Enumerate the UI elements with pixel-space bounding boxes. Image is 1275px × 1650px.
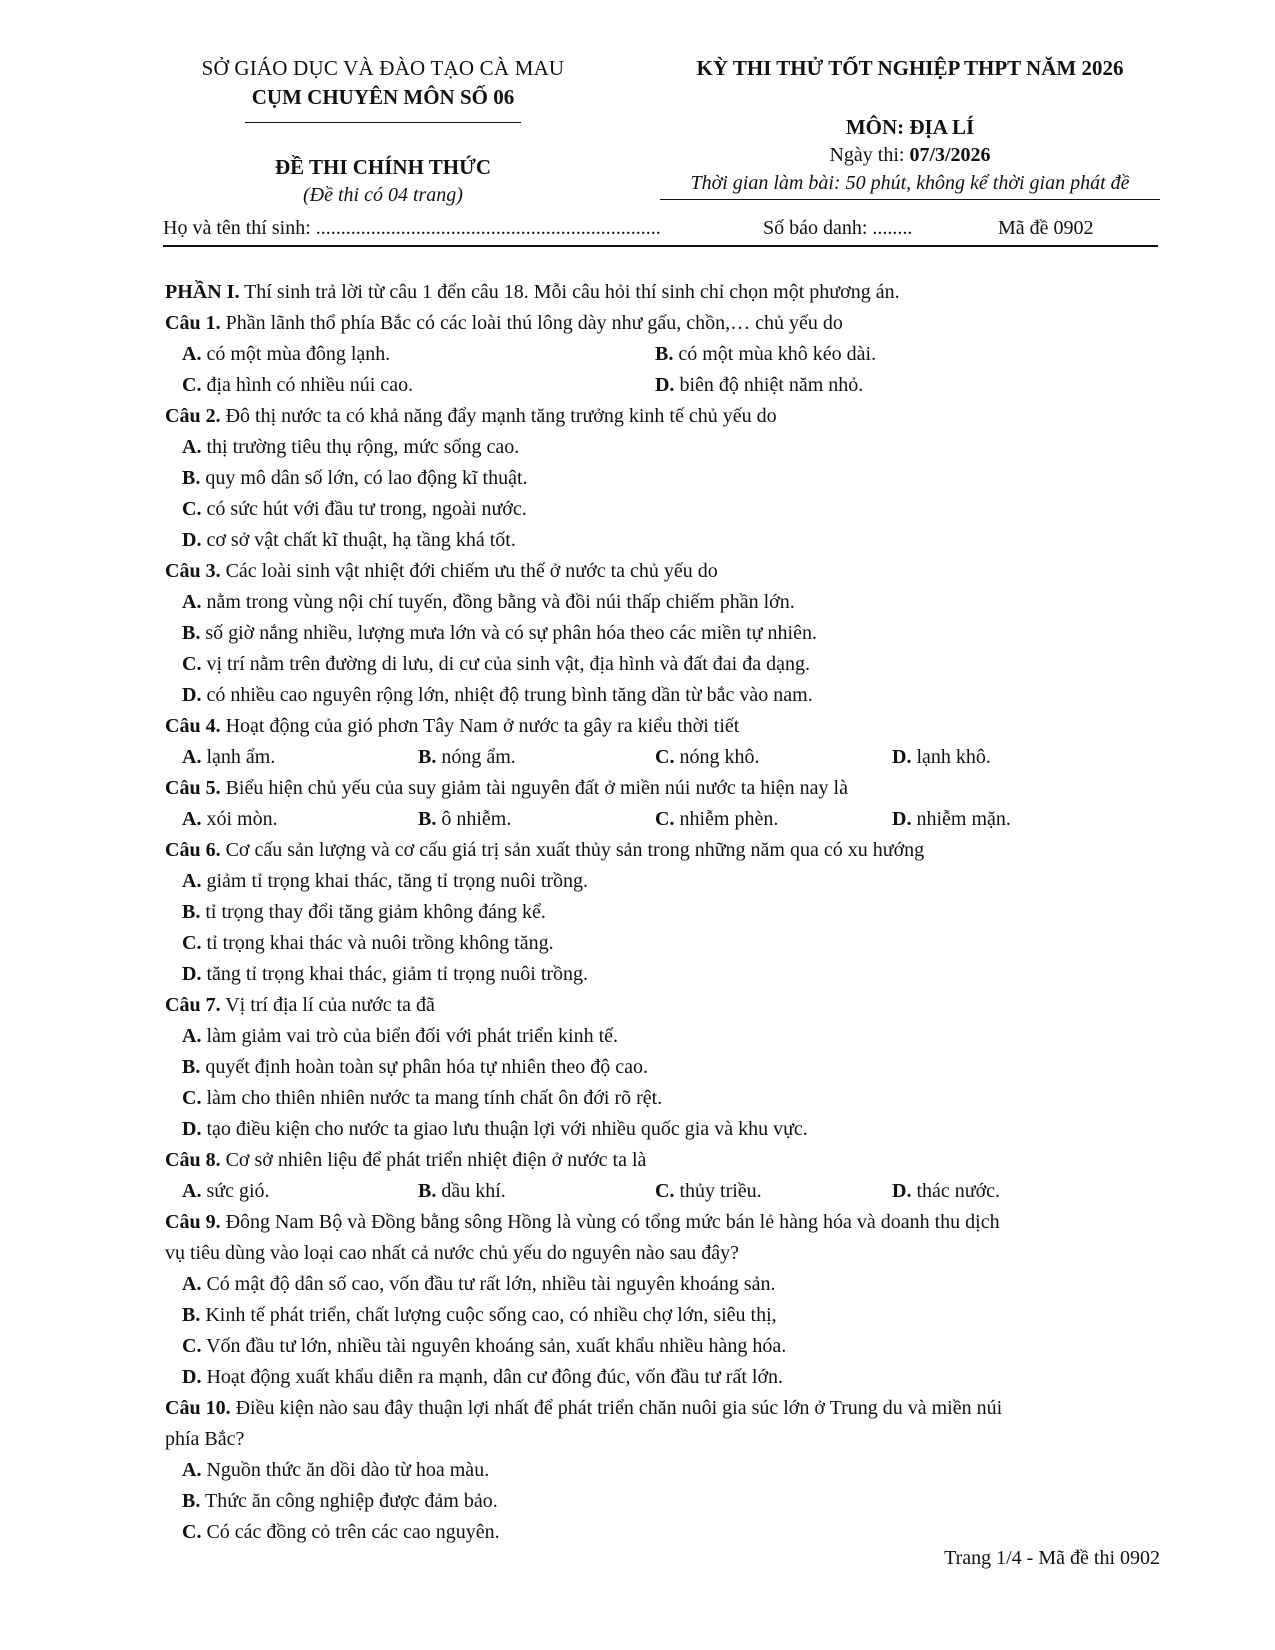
header-divider: [245, 122, 521, 123]
option-row: [165, 587, 1160, 618]
answer-option: [182, 436, 519, 458]
option-letter: C.: [655, 1180, 675, 1202]
option-row: [165, 525, 1160, 556]
answer-option: [182, 932, 554, 954]
option-text: cơ sở vật chất kĩ thuật, hạ tầng khá tốt.: [201, 529, 516, 551]
option-text: Có mật độ dân số cao, vốn đầu tư rất lớn, nhiều tài nguyên khoáng sản.: [201, 1273, 776, 1295]
option-text: dầu khí.: [436, 1180, 506, 1202]
option-text: biên độ nhiệt năm nhỏ.: [674, 374, 864, 396]
question-text: Cơ sở nhiên liệu để phát triển nhiệt điện ở nước ta là: [220, 1149, 647, 1171]
option-text: tỉ trọng khai thác và nuôi trồng không tăng.: [201, 932, 554, 954]
option-letter: A.: [182, 746, 202, 768]
time-divider: [660, 199, 1160, 200]
option-letter: B.: [182, 901, 201, 923]
option-letter: B.: [182, 467, 201, 489]
option-letter: D.: [655, 374, 675, 396]
question-stem: [165, 711, 1160, 742]
option-letter: B.: [418, 1180, 437, 1202]
question-number: Câu 6.: [165, 839, 221, 861]
option-text: thác nước.: [911, 1180, 1001, 1202]
answer-option: [182, 1304, 777, 1326]
question-text: Vị trí địa lí của nước ta đã: [220, 994, 435, 1016]
option-text: vị trí nằm trên đường di lưu, di cư của sinh vật, địa hình và đất đai đa dạng.: [201, 653, 810, 675]
answer-option: [182, 742, 275, 773]
page-footer: Trang 1/4 - Mã đề thi 0902: [944, 1547, 1160, 1569]
option-letter: D.: [182, 684, 202, 706]
questions-content: [165, 277, 1160, 1548]
question-text: Biểu hiện chủ yếu của suy giảm tài nguyên đất ở miền núi nước ta hiện nay là: [220, 777, 848, 799]
option-text: có một mùa đông lạnh.: [201, 343, 391, 365]
pages-note: (Đề thi có 04 trang): [303, 184, 463, 206]
option-letter: A.: [182, 808, 202, 830]
option-row: [165, 339, 1160, 370]
answer-option: [182, 1366, 783, 1388]
option-text: Vốn đầu tư lớn, nhiều tài nguyên khoáng sản, xuất khẩu nhiều hàng hóa.: [201, 1335, 787, 1357]
answer-option: [655, 804, 778, 835]
answer-option: [182, 804, 278, 835]
header-thick-divider: [163, 245, 1158, 247]
option-letter: C.: [182, 498, 202, 520]
option-text: có sức hút với đầu tư trong, ngoài nước.: [201, 498, 527, 520]
answer-option: [182, 498, 527, 520]
option-letter: C.: [655, 808, 675, 830]
option-text: sức gió.: [201, 1180, 270, 1202]
option-letter: B.: [182, 1490, 201, 1512]
answer-option: [182, 370, 413, 401]
option-letter: B.: [182, 622, 201, 644]
question-number: Câu 9.: [165, 1211, 221, 1233]
option-letter: B.: [655, 343, 674, 365]
option-letter: D.: [182, 1118, 202, 1140]
option-letter: A.: [182, 1273, 202, 1295]
answer-option: [182, 963, 588, 985]
answer-option: [182, 1273, 776, 1295]
option-text: tăng tỉ trọng khai thác, giảm tỉ trọng nuôi trồng.: [201, 963, 589, 985]
question-stem: [165, 401, 1160, 432]
option-row: [165, 1083, 1160, 1114]
question-text: Hoạt động của gió phơn Tây Nam ở nước ta gây ra kiểu thời tiết: [220, 715, 740, 737]
question-number: Câu 1.: [165, 312, 221, 334]
option-row: [165, 928, 1160, 959]
option-letter: A.: [182, 1459, 202, 1481]
exam-date: [640, 141, 1180, 169]
option-text: nóng ẩm.: [436, 746, 516, 768]
question-text: Các loài sinh vật nhiệt đới chiếm ưu thế ở nước ta chủ yếu do: [220, 560, 718, 582]
option-letter: C.: [182, 1087, 202, 1109]
exam-code: Mã đề 0902: [998, 217, 1094, 239]
answer-option: [182, 1087, 662, 1109]
question-text-continued: vụ tiêu dùng vào loại cao nhất cả nước chủ yếu do nguyên nào sau đây?: [165, 1242, 740, 1264]
option-text: Kinh tế phát triển, chất lượng cuộc sống cao, có nhiều chợ lớn, siêu thị,: [200, 1304, 777, 1326]
question-number: Câu 8.: [165, 1149, 221, 1171]
answer-option: [182, 870, 588, 892]
section-text: Thí sinh trả lời từ câu 1 đến câu 18. Mỗi câu hỏi thí sinh chỉ chọn một phương án.: [239, 281, 900, 303]
option-text: lạnh khô.: [911, 746, 991, 768]
option-row: [165, 959, 1160, 990]
answer-option: [892, 1176, 1000, 1207]
option-row: [165, 370, 1160, 401]
option-row: [165, 866, 1160, 897]
option-text: tạo điều kiện cho nước ta giao lưu thuận lợi với nhiều quốc gia và khu vực.: [201, 1118, 808, 1140]
answer-option: [182, 1490, 498, 1512]
candidate-number-field: Số báo danh: ........: [763, 217, 913, 239]
question-stem: [165, 308, 1160, 339]
option-text: lạnh ẩm.: [201, 746, 276, 768]
option-letter: A.: [182, 870, 202, 892]
option-letter: A.: [182, 436, 202, 458]
option-text: làm cho thiên nhiên nước ta mang tính chất ôn đới rõ rệt.: [201, 1087, 663, 1109]
question-number: Câu 5.: [165, 777, 221, 799]
option-letter: B.: [418, 808, 437, 830]
section-label: PHẦN I.: [165, 281, 240, 303]
option-row: [165, 1455, 1160, 1486]
option-row: [165, 432, 1160, 463]
option-letter: A.: [182, 1025, 202, 1047]
question-stem: [165, 556, 1160, 587]
question-stem: [165, 1145, 1160, 1176]
answer-option: [182, 622, 817, 644]
option-letter: A.: [182, 343, 202, 365]
option-text: xói mòn.: [201, 808, 278, 830]
option-row: [165, 1362, 1160, 1393]
answer-option: [182, 1176, 270, 1207]
answer-option: [182, 1521, 500, 1543]
option-text: quy mô dân số lớn, có lao động kĩ thuật.: [200, 467, 528, 489]
department-name: SỞ GIÁO DỤC VÀ ĐÀO TẠO CÀ MAU: [201, 56, 565, 80]
option-row: [165, 1517, 1160, 1548]
option-row: [165, 680, 1160, 711]
answer-option: [182, 684, 813, 706]
question-text: Phần lãnh thổ phía Bắc có các loài thú lông dày như gấu, chồn,… chủ yếu do: [220, 312, 843, 334]
question-text: Đông Nam Bộ và Đồng bằng sông Hồng là vùng có tổng mức bán lẻ hàng hóa và doanh thu dịch: [220, 1211, 1000, 1233]
option-text: giảm tỉ trọng khai thác, tăng tỉ trọng nuôi trồng.: [201, 870, 589, 892]
option-letter: B.: [418, 746, 437, 768]
option-letter: C.: [182, 1335, 202, 1357]
option-row: [165, 1052, 1160, 1083]
option-letter: C.: [182, 1521, 202, 1543]
answer-option: [418, 1176, 506, 1207]
option-letter: D.: [892, 746, 912, 768]
question-stem: [165, 835, 1160, 866]
option-text: có một mùa khô kéo dài.: [673, 343, 877, 365]
option-letter: D.: [892, 808, 912, 830]
option-row: [165, 804, 1160, 835]
answer-option: [182, 1025, 618, 1047]
exam-date-label: Ngày thi:: [829, 144, 910, 166]
option-text: thủy triều.: [674, 1180, 762, 1202]
question-stem: [165, 990, 1160, 1021]
answer-option: [655, 1176, 762, 1207]
option-text: Nguồn thức ăn dồi dào từ hoa màu.: [201, 1459, 490, 1481]
header-right: [640, 54, 1180, 200]
option-text: nóng khô.: [674, 746, 760, 768]
answer-option: [418, 804, 511, 835]
option-row: [165, 1176, 1160, 1207]
answer-option: [182, 529, 516, 551]
option-letter: D.: [182, 963, 202, 985]
option-letter: D.: [182, 1366, 202, 1388]
exam-title: KỲ THI THỬ TỐT NGHIỆP THPT NĂM 2026: [696, 56, 1124, 80]
answer-option: [182, 1118, 808, 1140]
option-letter: C.: [182, 653, 202, 675]
question-number: Câu 10.: [165, 1397, 231, 1419]
answer-option: [655, 339, 876, 370]
question-number: Câu 4.: [165, 715, 221, 737]
option-row: [165, 1486, 1160, 1517]
question-text-continued: phía Bắc?: [165, 1428, 245, 1450]
option-text: địa hình có nhiều núi cao.: [201, 374, 414, 396]
answer-option: [892, 742, 991, 773]
answer-option: [182, 467, 528, 489]
answer-option: [182, 901, 546, 923]
answer-option: [182, 1056, 648, 1078]
option-text: nằm trong vùng nội chí tuyến, đồng bằng và đồi núi thấp chiếm phần lớn.: [201, 591, 795, 613]
option-text: Có các đồng cỏ trên các cao nguyên.: [201, 1521, 500, 1543]
question-text: Đô thị nước ta có khả năng đẩy mạnh tăng trưởng kinh tế chủ yếu do: [220, 405, 777, 427]
question-number: Câu 7.: [165, 994, 221, 1016]
option-text: quyết định hoàn toàn sự phân hóa tự nhiên theo độ cao.: [200, 1056, 649, 1078]
official-label: ĐỀ THI CHÍNH THỨC: [274, 155, 492, 179]
cluster-name: CỤM CHUYÊN MÔN SỐ 06: [251, 85, 515, 109]
option-letter: A.: [182, 1180, 202, 1202]
answer-option: [182, 653, 810, 675]
question-text: Cơ cấu sản lượng và cơ cấu giá trị sản xuất thủy sản trong những năm qua có xu hướng: [220, 839, 925, 861]
option-text: tỉ trọng thay đổi tăng giảm không đáng kể.: [200, 901, 546, 923]
option-text: làm giảm vai trò của biển đối với phát triển kinh tế.: [201, 1025, 619, 1047]
answer-option: [182, 1459, 489, 1481]
option-letter: D.: [182, 529, 202, 551]
option-letter: C.: [182, 374, 202, 396]
option-row: [165, 1114, 1160, 1145]
answer-option: [892, 804, 1011, 835]
option-text: nhiễm mặn.: [911, 808, 1011, 830]
question-stem: [165, 1207, 1160, 1238]
option-text: Hoạt động xuất khẩu diễn ra mạnh, dân cư đông đúc, vốn đầu tư rất lớn.: [201, 1366, 784, 1388]
option-text: thị trường tiêu thụ rộng, mức sống cao.: [201, 436, 520, 458]
time-note: Thời gian làm bài: 50 phút, không kể thời gian phát đề: [690, 172, 1130, 194]
answer-option: [655, 370, 863, 401]
option-row: [165, 897, 1160, 928]
section-heading: [165, 277, 1160, 308]
option-row: [165, 1331, 1160, 1362]
subject-title: MÔN: ĐỊA LÍ: [845, 115, 975, 139]
answer-option: [182, 1335, 786, 1357]
option-row: [165, 618, 1160, 649]
option-text: Thức ăn công nghiệp được đảm bảo.: [200, 1490, 498, 1512]
option-letter: B.: [182, 1056, 201, 1078]
option-letter: D.: [892, 1180, 912, 1202]
option-row: [165, 1269, 1160, 1300]
option-text: số giờ nắng nhiều, lượng mưa lớn và có sự phân hóa theo các miền tự nhiên.: [200, 622, 817, 644]
question-stem: [165, 1393, 1160, 1424]
option-letter: C.: [655, 746, 675, 768]
question-stem: [165, 773, 1160, 804]
candidate-name-field: Họ và tên thí sinh: .....................................................................: [163, 217, 661, 239]
option-letter: A.: [182, 591, 202, 613]
answer-option: [418, 742, 516, 773]
option-row: [165, 649, 1160, 680]
answer-option: [182, 339, 390, 370]
question-number: Câu 3.: [165, 560, 221, 582]
option-row: [165, 742, 1160, 773]
option-row: [165, 1300, 1160, 1331]
answer-option: [655, 742, 759, 773]
exam-date-value: 07/3/2026: [909, 144, 991, 166]
question-number: Câu 2.: [165, 405, 221, 427]
option-text: ô nhiễm.: [436, 808, 512, 830]
option-row: [165, 494, 1160, 525]
answer-option: [182, 591, 795, 613]
question-text: Điều kiện nào sau đây thuận lợi nhất để phát triển chăn nuôi gia súc lớn ở Trung du và miền núi: [230, 1397, 1003, 1419]
option-row: [165, 1021, 1160, 1052]
option-letter: B.: [182, 1304, 201, 1326]
option-text: có nhiều cao nguyên rộng lớn, nhiệt độ trung bình tăng dần từ bắc vào nam.: [201, 684, 813, 706]
option-text: nhiễm phèn.: [674, 808, 779, 830]
option-letter: C.: [182, 932, 202, 954]
header-left: [160, 54, 606, 209]
option-row: [165, 463, 1160, 494]
